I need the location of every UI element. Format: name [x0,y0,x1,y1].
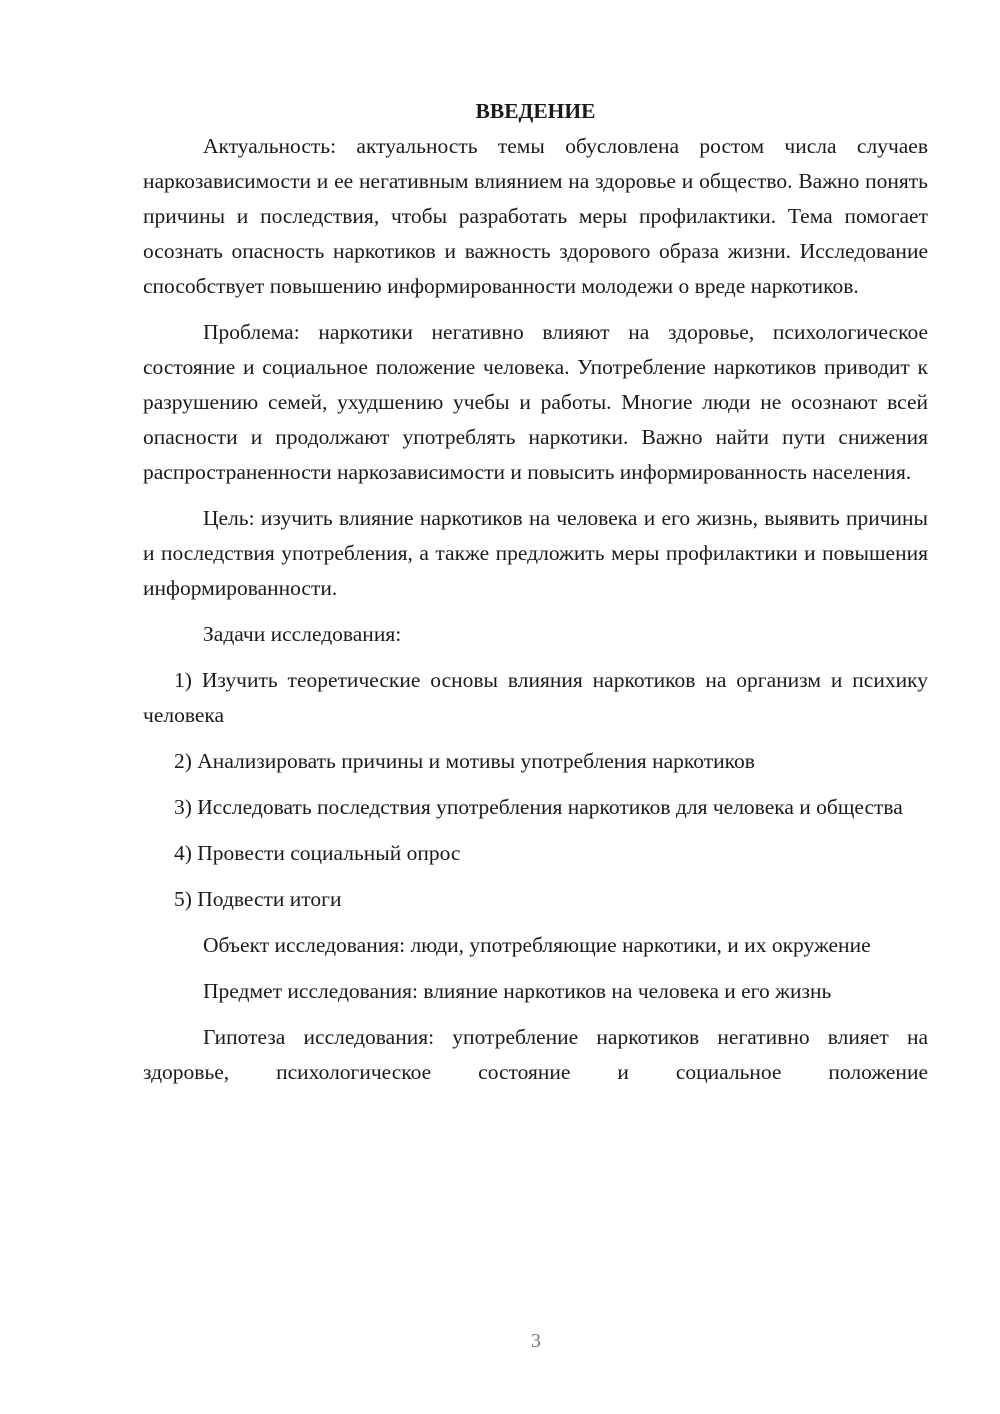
hypothesis-paragraph: Гипотеза исследования: употребление наркотиков негативно влияет на здоровье, психологическое состояние и социальное положение [143,1025,928,1084]
task-item-4: 4) Провести социальный опрос [174,841,461,865]
task-item-2: 2) Анализировать причины и мотивы употребления наркотиков [174,749,755,773]
subject-paragraph: Предмет исследования: влияние наркотиков на человека и его жизнь [203,979,832,1003]
task-item-3: 3) Исследовать последствия употребления наркотиков для человека и общества [174,795,903,819]
document-page [143,94,928,1090]
goal-paragraph: Цель: изучить влияние наркотиков на человека и его жизнь, выявить причины и последствия употребления, а также предложить меры профилактики и повышения информированности. [143,506,928,600]
tasks-title: Задачи исследования: [203,622,402,646]
section-heading: ВВЕДЕНИЕ [475,99,596,123]
problem-paragraph: Проблема: наркотики негативно влияют на здоровье, психологическое состояние и социальное положение человека. Употребление наркотиков приводит к разрушению семей, ухудшению учебы и работы. Многие люди не осознают всей опасности и продолжают употреблять наркотики. Важно найти пути снижения распространенности наркозависимости и повысить информированность населения. [143,320,928,484]
relevance-paragraph: Актуальность: актуальность темы обусловлена ростом числа случаев наркозависимости и ее негативным влиянием на здоровье и общество. Важно понять причины и последствия, чтобы разработать меры профилактики. Тема помогает осознать опасность наркотиков и важность здорового образа жизни. Исследование способствует повышению информированности молодежи о вреде наркотиков. [143,134,928,298]
task-item-1: 1) Изучить теоретические основы влияния наркотиков на организм и психику человека [143,668,928,727]
page-number: 3 [531,1330,541,1352]
task-item-5: 5) Подвести итоги [174,887,342,911]
tasks-list [143,663,928,917]
object-paragraph: Объект исследования: люди, употребляющие наркотики, и их окружение [203,933,871,957]
